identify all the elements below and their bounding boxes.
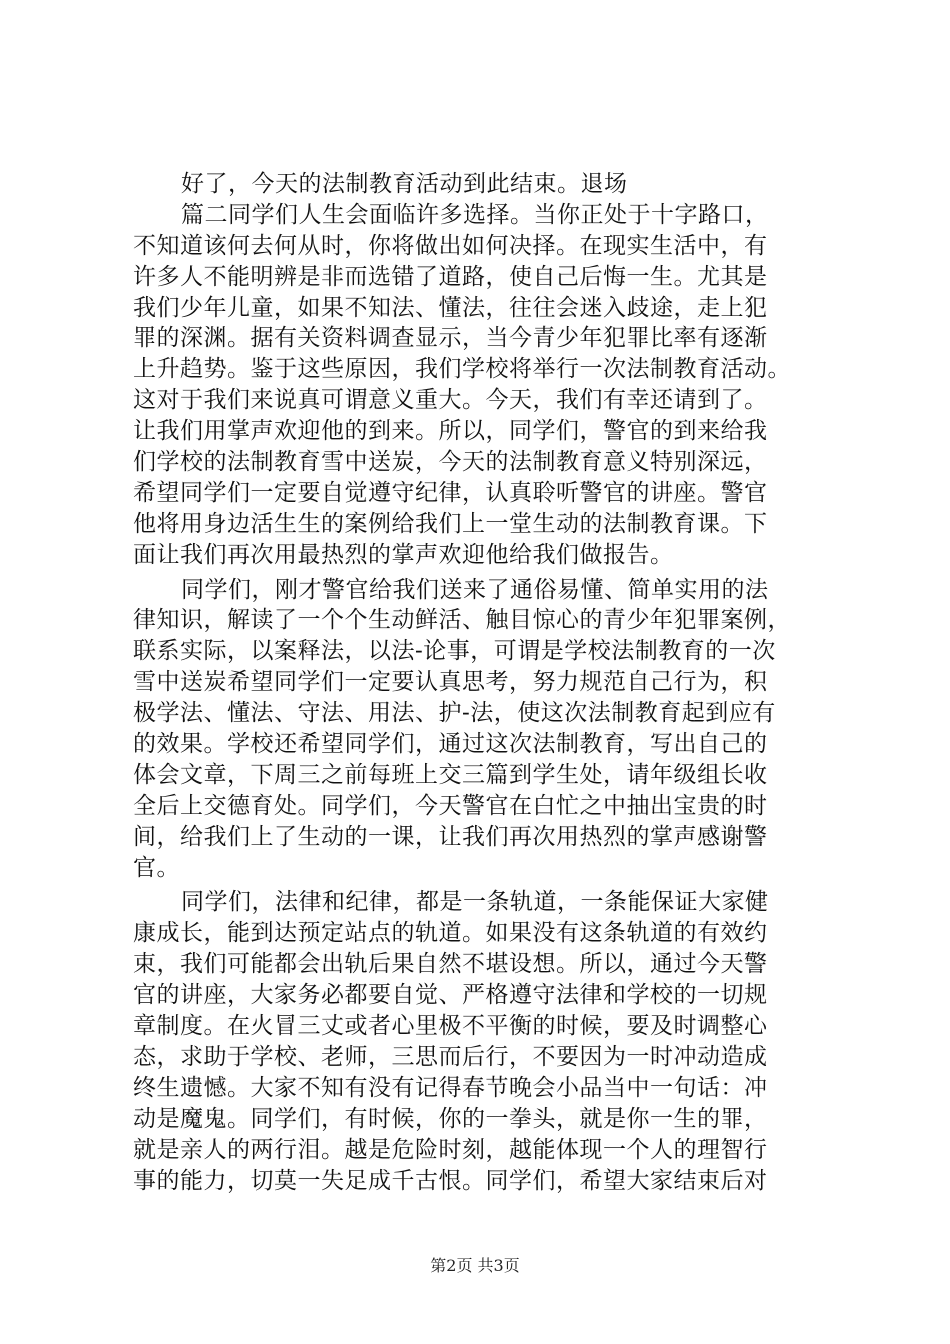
paragraph-line: 面让我们再次用最热烈的掌声欢迎他给我们做报告。 bbox=[133, 541, 674, 568]
paragraph-line: 雪中送炭希望同学们一定要认真思考，努力规范自己行为，积 bbox=[133, 669, 768, 696]
paragraph-line: 终生遗憾。大家不知有没有记得春节晚会小品当中一句话：冲 bbox=[133, 1074, 768, 1101]
paragraph-line: 让我们用掌声欢迎他的到来。所以，同学们，警官的到来给我 bbox=[133, 418, 768, 445]
paragraph-line: 束，我们可能都会出轨后果自然不堪设想。所以，通过今天警 bbox=[133, 951, 768, 978]
paragraph-line: 上升趋势。鉴于这些原因，我们学校将举行一次法制教育活动。 bbox=[133, 356, 791, 383]
paragraph-line: 官的讲座，大家务必都要自觉、严格遵守法律和学校的一切规 bbox=[133, 982, 768, 1009]
paragraph-line: 章制度。在火冒三丈或者心里极不平衡的时候，要及时调整心 bbox=[133, 1013, 768, 1040]
paragraph-line: 们学校的法制教育雪中送炭，今天的法制教育意义特别深远， bbox=[133, 449, 768, 476]
paragraph-line: 许多人不能明辨是非而选错了道路，使自己后悔一生。尤其是 bbox=[133, 263, 768, 290]
paragraph-line: 极学法、懂法、守法、用法、护-法，使这次法制教育起到应有 bbox=[133, 700, 776, 727]
paragraph-line: 希望同学们一定要自觉遵守纪律，认真聆听警官的讲座。警官 bbox=[133, 479, 768, 506]
paragraph-line: 我们少年儿童，如果不知法、懂法，往往会迷入歧途，走上犯 bbox=[133, 294, 768, 321]
paragraph-line: 律知识，解读了一个个生动鲜活、触目惊心的青少年犯罪案例， bbox=[133, 607, 791, 634]
paragraph-line: 体会文章，下周三之前每班上交三篇到学生处，请年级组长收 bbox=[133, 761, 768, 788]
paragraph-line: 康成长，能到达预定站点的轨道。如果没有这条轨道的有效约 bbox=[133, 920, 768, 947]
paragraph-line: 间，给我们上了生动的一课，让我们再次用热烈的掌声感谢警 bbox=[133, 823, 768, 850]
page-footer: 第2页 共3页 bbox=[430, 1256, 520, 1275]
paragraph-line: 篇二同学们人生会面临许多选择。当你正处于十字路口， bbox=[181, 201, 769, 228]
paragraph-line: 事的能力，切莫一失足成千古恨。同学们，希望大家结束后对 bbox=[133, 1167, 768, 1194]
paragraph-line: 同学们，法律和纪律，都是一条轨道，一条能保证大家健 bbox=[181, 889, 769, 916]
paragraph-line: 联系实际，以案释法，以法-论事，可谓是学校法制教育的一次 bbox=[133, 638, 776, 665]
paragraph-line: 官。 bbox=[133, 854, 180, 881]
paragraph-line: 这对于我们来说真可谓意义重大。今天，我们有幸还请到了。 bbox=[133, 387, 768, 414]
paragraph-line: 他将用身边活生生的案例给我们上一堂生动的法制教育课。下 bbox=[133, 510, 768, 537]
document-body bbox=[133, 169, 833, 1196]
paragraph-line: 不知道该何去何从时，你将做出如何决择。在现实生活中，有 bbox=[133, 232, 768, 259]
paragraph-line: 全后上交德育处。同学们，今天警官在白忙之中抽出宝贵的时 bbox=[133, 792, 768, 819]
paragraph-line: 罪的深渊。据有关资料调查显示，当今青少年犯罪比率有逐渐 bbox=[133, 325, 768, 352]
paragraph-line: 动是魔鬼。同学们，有时候，你的一拳头，就是你一生的罪， bbox=[133, 1105, 768, 1132]
paragraph-line: 态，求助于学校、老师，三思而后行，不要因为一时冲动造成 bbox=[133, 1043, 768, 1070]
paragraph-line: 就是亲人的两行泪。越是危险时刻，越能体现一个人的理智行 bbox=[133, 1136, 768, 1163]
paragraph-line: 同学们，刚才警官给我们送来了通俗易懂、简单实用的法 bbox=[181, 576, 769, 603]
paragraph-line: 的效果。学校还希望同学们，通过这次法制教育，写出自己的 bbox=[133, 731, 768, 758]
paragraph-line: 好了，今天的法制教育活动到此结束。退场 bbox=[181, 171, 628, 197]
